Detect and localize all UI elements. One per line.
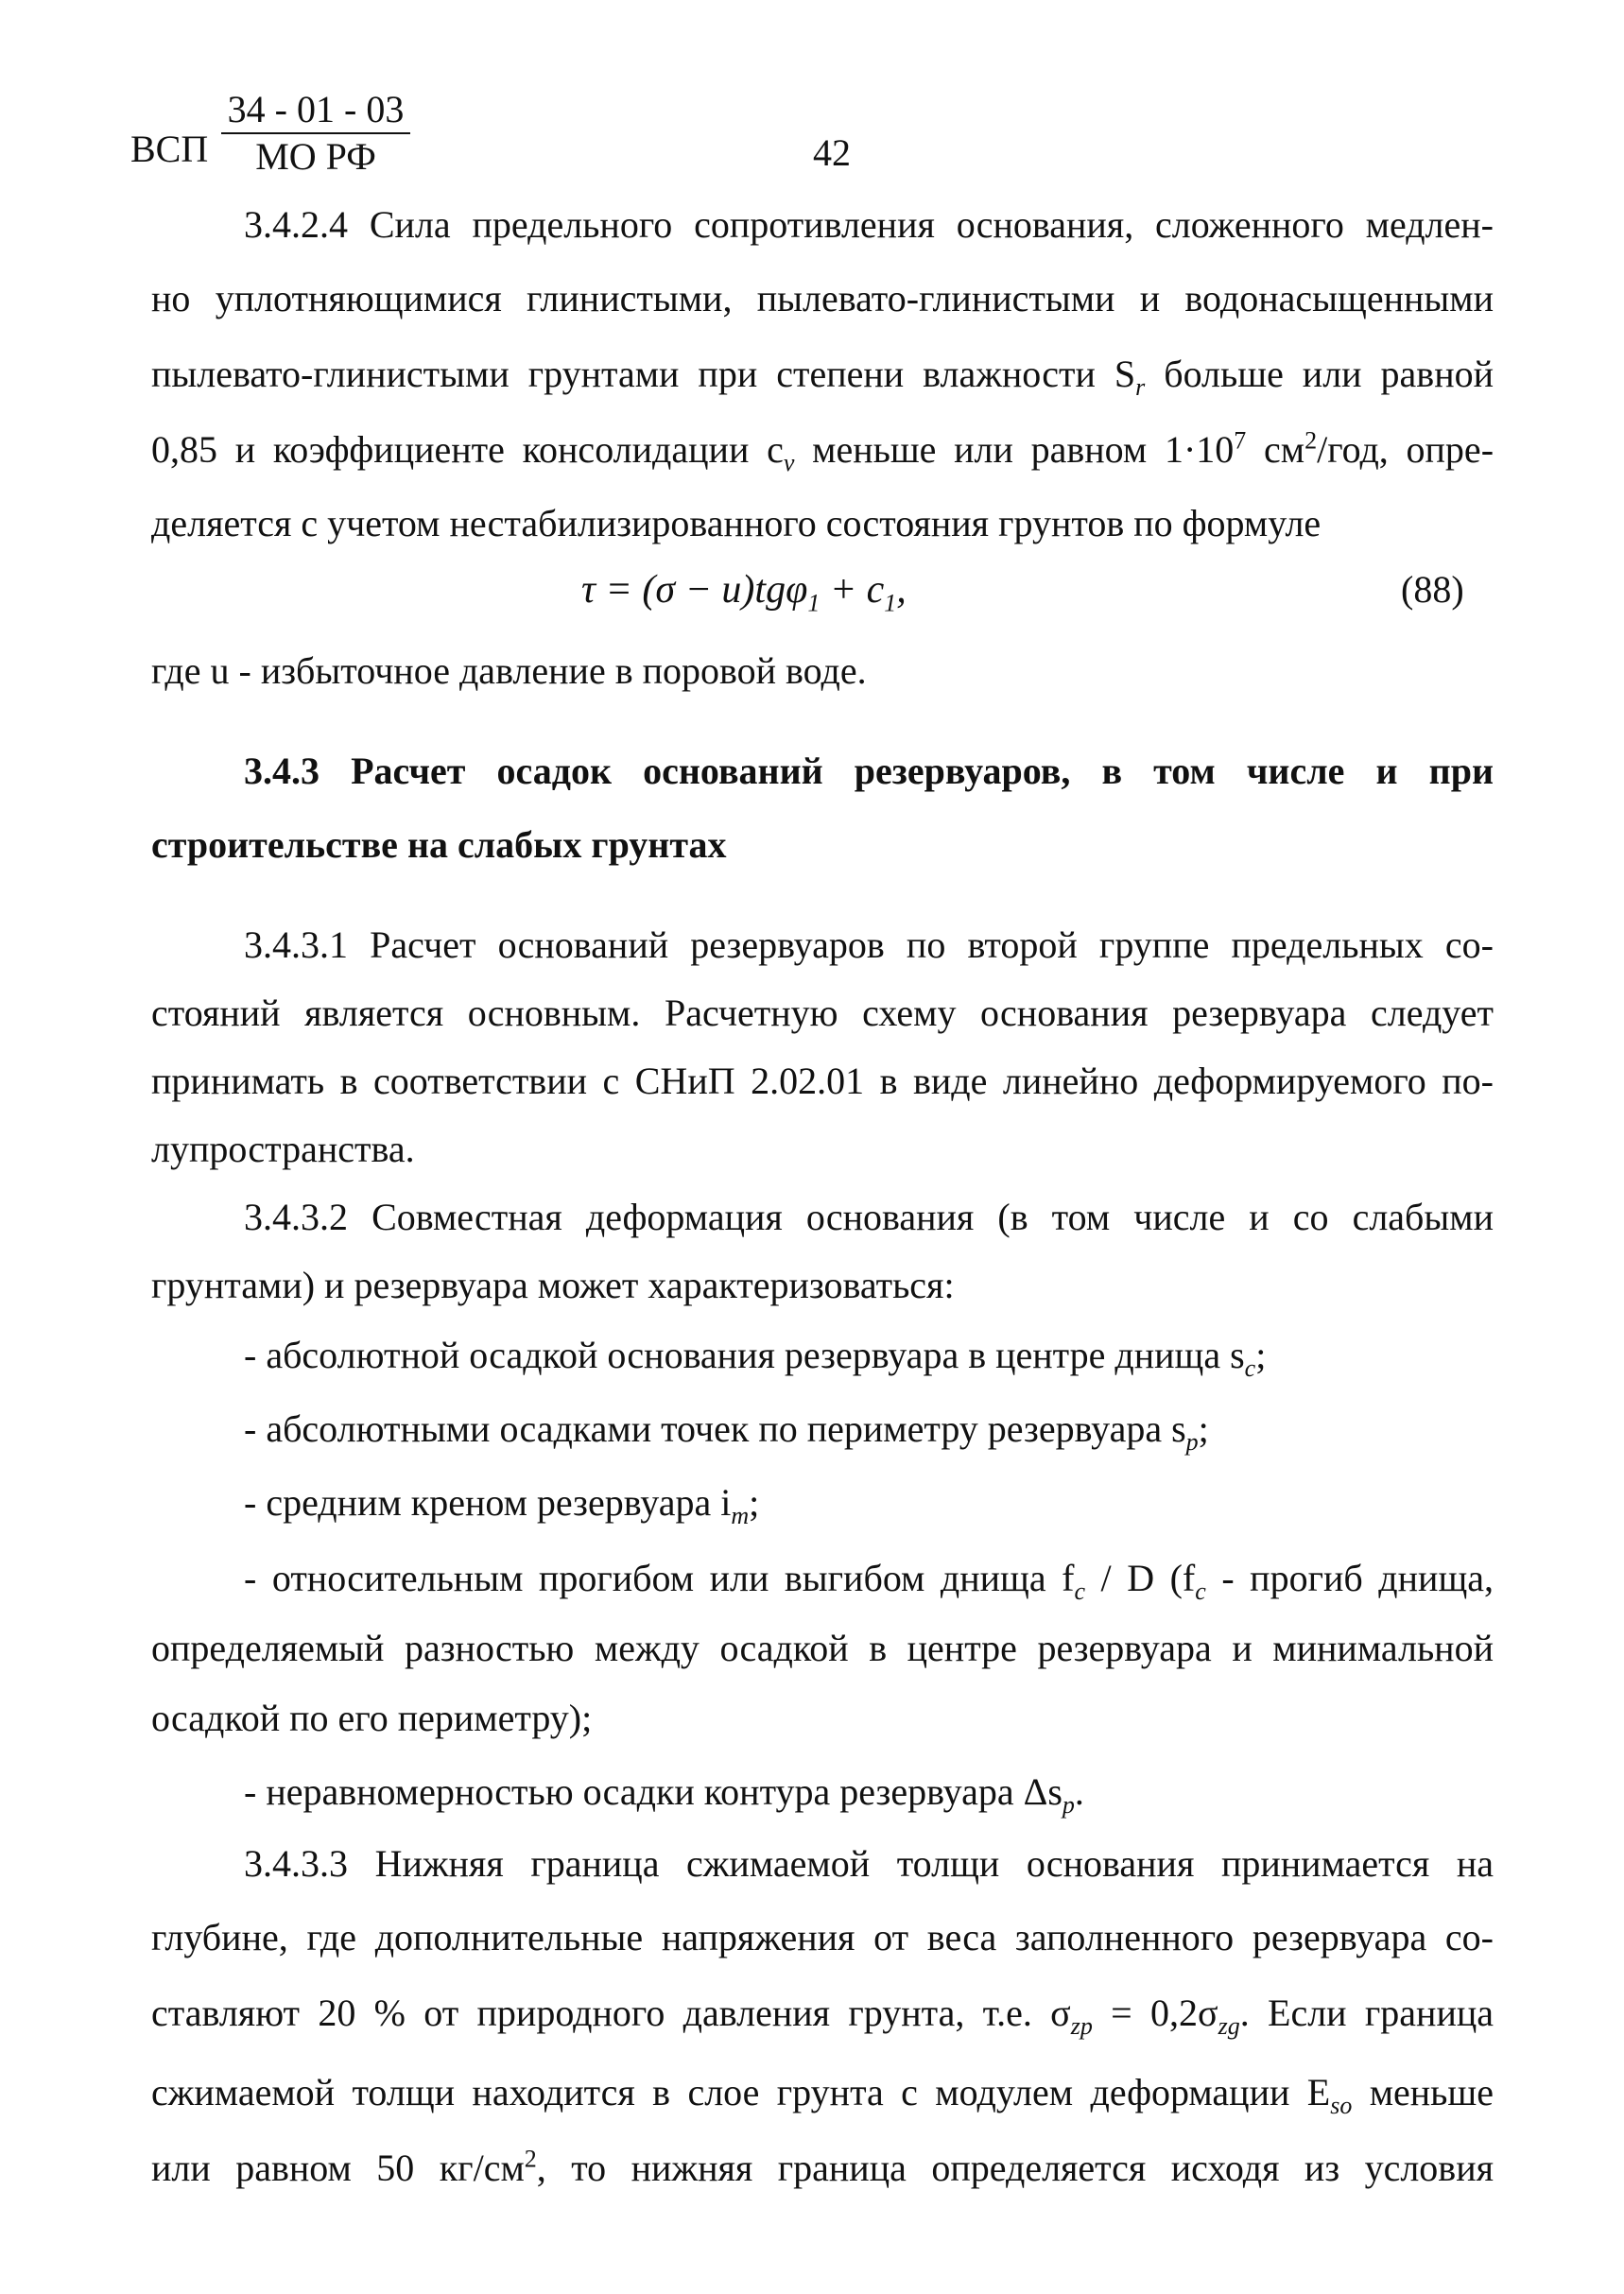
text-line: но уплотняющимися глинистыми, пылевато-глинистыми и водонасыщенными bbox=[151, 277, 1494, 319]
section-heading: строительстве на слабых грунтах bbox=[151, 823, 727, 866]
list-item: - абсолютными осадками точек по периметру резервуара $s_p$; bbox=[244, 1407, 1209, 1456]
text-line: где u - избыточное давление в поровой воде. bbox=[151, 649, 867, 692]
list-item: - абсолютной осадкой основания резервуара в центре днища $s_c$; bbox=[244, 1334, 1267, 1382]
text-line: 0,85 и коэффициенте консолидации $c_v$ меньше или равном $1\cdot 10^7$ $см^2$/год, опре- bbox=[151, 426, 1494, 476]
text-line: сжимаемой толщи находится в слое грунта с модулем деформации $E_{so}$ меньше bbox=[151, 2071, 1494, 2119]
text-line: 3.4.2.4 Сила предельного сопротивления основания, сложенного медлен- bbox=[244, 203, 1494, 246]
text-line: определяемый разностью между осадкой в центре резервуара и минимальной bbox=[151, 1627, 1494, 1669]
text-line: деляется с учетом нестабилизированного состояния грунтов по формуле bbox=[151, 502, 1322, 544]
text-line: грунтами) и резервуара может характеризоваться: bbox=[151, 1264, 955, 1306]
text-line: стояний является основным. Расчетную схему основания резервуара следует bbox=[151, 992, 1494, 1034]
text-line: осадкой по его периметру); bbox=[151, 1697, 593, 1739]
section-heading: 3.4.3 Расчет осадок оснований резервуаров, в том числе и при bbox=[244, 750, 1494, 792]
list-item: - неравномерностью осадки контура резервуара $\Delta s_p$. bbox=[244, 1770, 1084, 1819]
list-item: - средним креном резервуара $i_m$; bbox=[244, 1481, 760, 1529]
header-org: МО РФ bbox=[255, 135, 376, 178]
list-item: - относительным прогибом или выгибом днища $f_c$ / D ($f_c$ - прогиб днища, bbox=[244, 1557, 1494, 1605]
header-code: ВСП bbox=[130, 128, 209, 170]
text-line: 3.4.3.3 Нижняя граница сжимаемой толщи основания принимается на bbox=[244, 1842, 1494, 1885]
header-fraction bbox=[221, 88, 410, 178]
text-line: 3.4.3.1 Расчет оснований резервуаров по второй группе предельных со- bbox=[244, 923, 1494, 966]
text-line: ставляют 20 % от природного давления грунта, т.е. $\sigma_{zp} = 0,2\sigma_{zg}$. Если граница bbox=[151, 1992, 1494, 2040]
equation-number: (88) bbox=[1401, 568, 1464, 611]
text-line: лупространства. bbox=[151, 1128, 415, 1170]
text-line: 3.4.3.2 Совместная деформация основания (в том числе и со слабыми bbox=[244, 1196, 1494, 1238]
text-line: глубине, где дополнительные напряжения от веса заполненного резервуара со- bbox=[151, 1916, 1494, 1958]
text-line: пылевато-глинистыми грунтами при степени влажности $S_r$ больше или равной bbox=[151, 353, 1494, 401]
page-number: 42 bbox=[813, 131, 851, 174]
text-line: или равном 50 $кг/см^2$, то нижняя граница определяется исходя из условия bbox=[151, 2145, 1494, 2189]
text-line: принимать в соответствии с СНиП 2.02.01 в виде линейно деформируемого по- bbox=[151, 1060, 1494, 1102]
header-number: 34 - 01 - 03 bbox=[221, 91, 410, 134]
formula: $\tau = (\sigma - u)tg\varphi_1 + c_1$, bbox=[581, 568, 907, 617]
